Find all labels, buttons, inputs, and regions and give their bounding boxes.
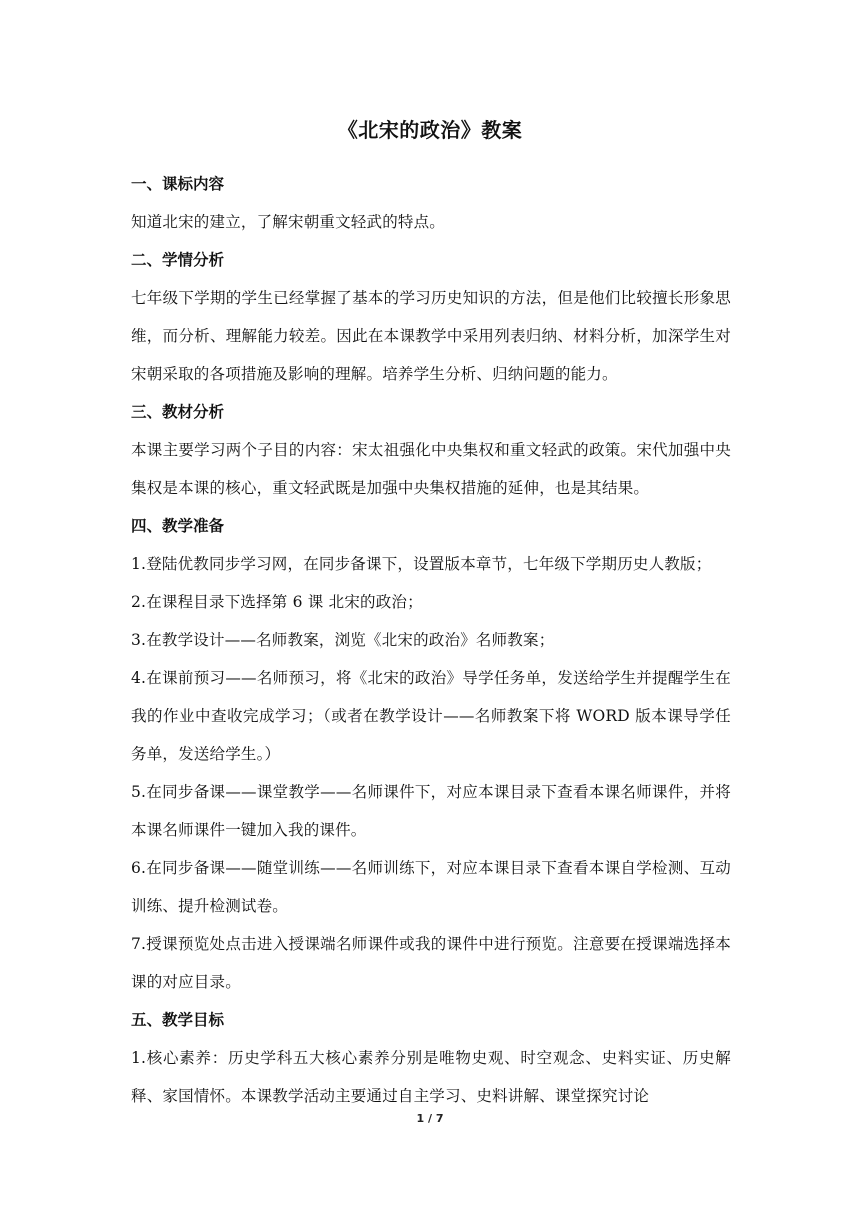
section-paragraph: 1.核心素养：历史学科五大核心素养分别是唯物史观、时空观念、史料实证、历史解释、家国情怀。本课教学活动主要通过自主学习、史料讲解、课堂探究讨论 [131, 1049, 731, 1105]
preparation-step-7: 7.授课预览处点击进入授课端名师课件或我的课件中进行预览。注意要在授课端选择本课的对应目录。 [131, 935, 731, 991]
section-paragraph: 本课主要学习两个子目的内容：宋太祖强化中央集权和重文轻武的政策。宋代加强中央集权是本课的核心，重文轻武既是加强中央集权措施的延伸，也是其结果。 [131, 441, 731, 497]
preparation-step-3: 3.在教学设计——名师教案，浏览《北宋的政治》名师教案； [131, 631, 555, 649]
section-heading: 一、课标内容 [131, 175, 225, 193]
preparation-step-6: 6.在同步备课——随堂训练——名师训练下，对应本课目录下查看本课自学检测、互动训练、提升检测试卷。 [131, 859, 731, 915]
section-heading: 二、学情分析 [131, 251, 225, 269]
section-teaching-preparation [131, 507, 731, 1001]
page-number: 1 / 7 [416, 1112, 444, 1125]
section-textbook-analysis [131, 393, 731, 507]
document-body [131, 165, 731, 1115]
section-paragraph: 知道北宋的建立，了解宋朝重文轻武的特点。 [131, 213, 446, 231]
section-heading: 三、教材分析 [131, 403, 225, 421]
preparation-step-2: 2.在课程目录下选择第 6 课 北宋的政治； [131, 593, 423, 611]
section-heading: 五、教学目标 [131, 1011, 225, 1029]
section-curriculum-standard [131, 165, 731, 241]
section-paragraph: 七年级下学期的学生已经掌握了基本的学习历史知识的方法，但是他们比较擅长形象思维，而分析、理解能力较差。因此在本课教学中采用列表归纳、材料分析，加深学生对宋朝采取的各项措施及影响的理解。培养学生分析、归纳问题的能力。 [131, 289, 731, 383]
preparation-step-1: 1.登陆优教同步学习网，在同步备课下，设置版本章节，七年级下学期历史人教版； [131, 555, 712, 573]
section-student-analysis [131, 241, 731, 393]
document-title: 《北宋的政治》教案 [337, 118, 523, 142]
preparation-step-5: 5.在同步备课——课堂教学——名师课件下，对应本课目录下查看本课名师课件，并将本课名师课件一键加入我的课件。 [131, 783, 731, 839]
section-heading: 四、教学准备 [131, 517, 225, 535]
preparation-step-4: 4.在课前预习——名师预习，将《北宋的政治》导学任务单，发送给学生并提醒学生在我的作业中查收完成学习；（或者在教学设计——名师教案下将 WORD 版本课导学任务单，发送给学生。） [131, 669, 731, 763]
section-teaching-objectives [131, 1001, 731, 1115]
